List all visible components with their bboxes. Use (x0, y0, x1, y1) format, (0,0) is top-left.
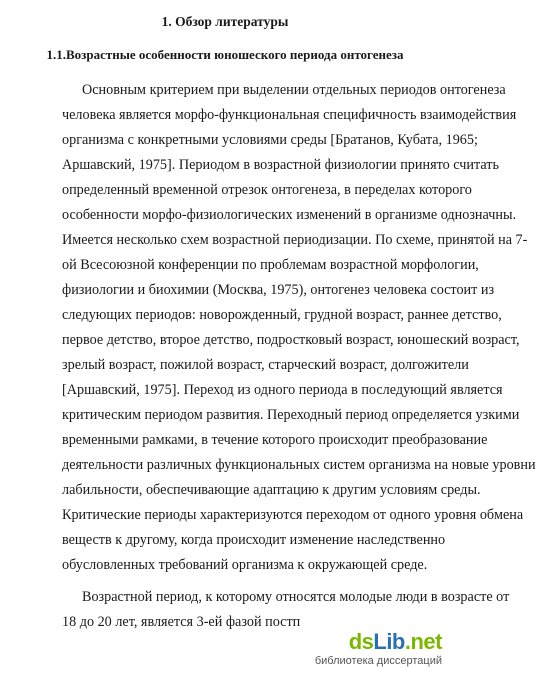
chapter-heading: 1. Обзор литературы (161, 14, 289, 29)
paragraph-line: особенности морфо-физиологических изменений в организме однозначны. (62, 207, 517, 223)
paragraph-line: Имеется несколько схем возрастной периодизации. По схеме, принятой на 7- (62, 232, 528, 248)
paragraph-line: следующих периодов: новорожденный, грудной возраст, раннее детство, (62, 307, 502, 323)
paragraph-line: лабильности, обеспечивающие адаптацию к другим условиям среды. (62, 482, 481, 498)
dslib-logo: dsLib.net (348, 629, 442, 654)
section-heading: 1.1.Возрастные особенности юношеского периода онтогенеза (46, 47, 404, 62)
dslib-subtitle: библиотека диссертаций (314, 655, 442, 667)
paragraph-line: физиологии и биохимии (Москва, 1975), онтогенез человека состоит из (62, 282, 495, 298)
paragraph-line: Основным критерием при выделении отдельных периодов онтогенеза (82, 82, 506, 98)
dslib-watermark (314, 629, 442, 674)
paragraph-line: зрелый возраст, пожилой возраст, старческий возраст, долгожители (62, 357, 469, 373)
paragraph-line: Возрастной период, к которому относятся молодые люди в возрасте от (82, 589, 510, 605)
paragraph-line: организма с конкретными условиями среды [Братанов, Кубата, 1965; (62, 132, 478, 148)
paragraph-line: обусловленных требований организма к окружающей среде. (62, 557, 428, 573)
paragraph-line: первое детство, второе детство, подростковый возраст, юношеский возраст, (62, 332, 520, 348)
paragraph-line: временными рамками, в течение которого происходит преобразование (62, 432, 488, 448)
paragraph-line: определенный временной отрезок онтогенеза, в переделах которого (62, 182, 472, 198)
paragraph-line: Критические периоды характеризуются переходом от одного уровня обмена (62, 507, 524, 523)
paragraph-line: ой Всесоюзной конференции по проблемам возрастной морфологии, (62, 257, 479, 273)
paragraph-line: веществ к другому, когда происходит изменение наследственно (62, 532, 446, 548)
paragraph-line: [Аршавский, 1975]. Переход из одного периода в последующий является (62, 382, 503, 398)
paragraph-line: деятельности различных функциональных систем организма на новые уровни (62, 457, 536, 473)
paragraph-line: человека является морфо-функциональная специфичность взаимодействия (62, 107, 517, 123)
paragraph-line: критическим периодом развития. Переходный период определяется узкими (62, 407, 520, 423)
paragraph-line: 18 до 20 лет, является 3-ей фазой постп (62, 614, 301, 630)
paragraph-line: Аршавский, 1975]. Периодом в возрастной физиологии принято считать (62, 157, 499, 173)
